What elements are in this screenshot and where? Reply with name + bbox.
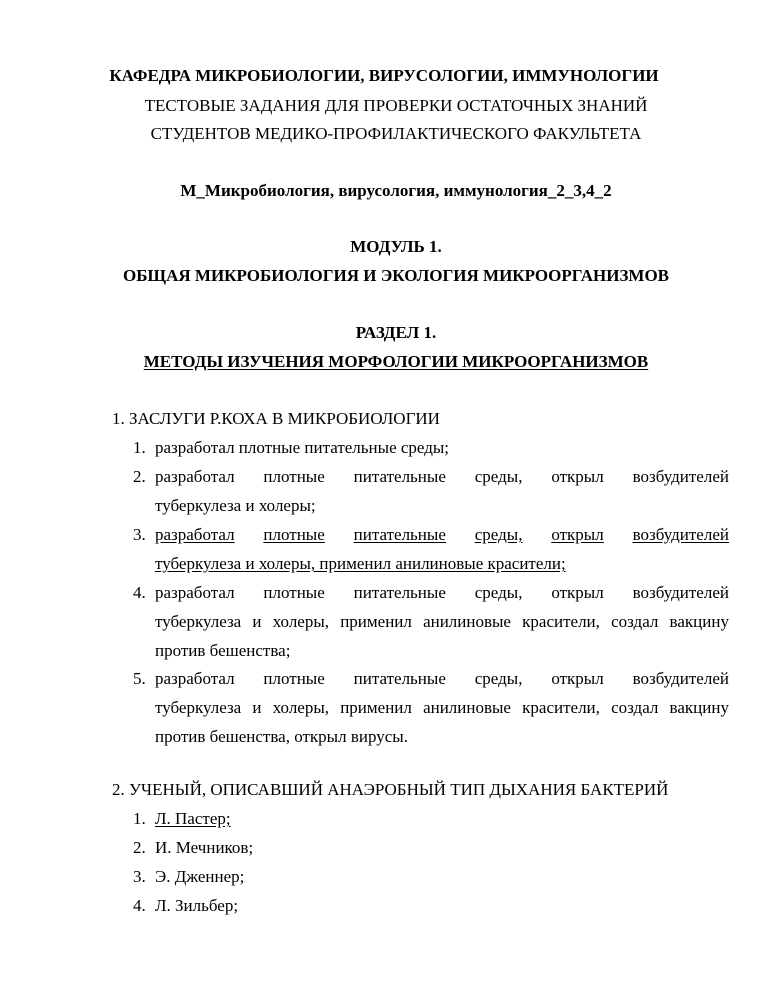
answer-number: 3.	[133, 867, 146, 886]
section-label: РАЗДЕЛ 1.	[355, 323, 437, 342]
department-title: КАФЕДРА МИКРОБИОЛОГИИ, ВИРУСОЛОГИИ, ИММУНОЛОГИИ	[109, 66, 659, 85]
answer-number: 2.	[133, 838, 146, 857]
answer-text-line	[155, 583, 729, 603]
section-title	[12, 352, 768, 372]
answer-word: среды,	[474, 467, 523, 486]
answer-number: 4.	[133, 583, 146, 602]
answer-number: 3.	[133, 525, 146, 544]
question-number: 1.	[112, 409, 125, 428]
answer-text-line: против бешенства, открыл вирусы.	[155, 727, 408, 746]
document-code: М_Микробиология, вирусология, иммунология_2_3,4_2	[180, 181, 612, 200]
answer-text-line: туберкулеза и холеры, применил анилиновые красители;	[155, 554, 566, 573]
answer-number: 4.	[133, 896, 146, 915]
answer-text-line: против бешенства;	[155, 641, 291, 660]
answer-word: разработал	[155, 583, 235, 602]
answer-number: 5.	[133, 669, 146, 688]
answer-word: питательные	[353, 525, 446, 544]
answer-text-line: разработал плотные питательные среды;	[155, 438, 450, 457]
answer-word: и	[252, 698, 262, 717]
answer-word: питательные	[353, 669, 446, 688]
answer-word: плотные	[263, 669, 325, 688]
subtitle-line-1: ТЕСТОВЫЕ ЗАДАНИЯ ДЛЯ ПРОВЕРКИ ОСТАТОЧНЫХ ЗНАНИЙ	[144, 96, 648, 115]
answer-word: разработал	[155, 525, 235, 544]
module-label: МОДУЛЬ 1.	[350, 237, 442, 256]
answer-word: питательные	[353, 467, 446, 486]
answer-word: создал	[611, 698, 659, 717]
answer-text-line: туберкулеза и холеры;	[155, 496, 316, 515]
answer-word: возбудителей	[632, 467, 729, 486]
subtitle-line-2: СТУДЕНТОВ МЕДИКО-ПРОФИЛАКТИЧЕСКОГО ФАКУЛЬТЕТА	[150, 124, 642, 143]
answer-word: туберкулеза	[155, 612, 242, 631]
answer-number: 2.	[133, 467, 146, 486]
answer-text-line	[155, 838, 729, 858]
module-title: ОБЩАЯ МИКРОБИОЛОГИЯ И ЭКОЛОГИЯ МИКРООРГАНИЗМОВ	[122, 266, 670, 285]
answer-number: 1.	[133, 809, 146, 828]
answer-word: холеры,	[272, 612, 330, 631]
answer-word: плотные	[263, 583, 325, 602]
answer-word: возбудителей	[632, 669, 729, 688]
answer-word: применил	[340, 612, 412, 631]
answer-word: открыл	[551, 669, 604, 688]
answer-word: красители,	[522, 612, 600, 631]
question-number: 2.	[112, 780, 125, 799]
answer-word: плотные	[263, 467, 325, 486]
answer-text: И. Мечников;	[155, 838, 254, 857]
question-2	[112, 780, 668, 800]
answer-word: холеры,	[272, 698, 330, 717]
answer-word: применил	[340, 698, 412, 717]
answer-word: среды,	[474, 583, 523, 602]
answer-word: открыл	[551, 525, 604, 544]
answer-word: среды,	[474, 669, 523, 688]
answer-number: 1.	[133, 438, 146, 457]
answer-text-line	[155, 698, 729, 718]
question-text: УЧЕНЫЙ, ОПИСАВШИЙ АНАЭРОБНЫЙ ТИП ДЫХАНИЯ БАКТЕРИЙ	[129, 780, 669, 799]
answer-word: питательные	[353, 583, 446, 602]
answer-word: открыл	[551, 467, 604, 486]
question-1	[112, 409, 440, 429]
answer-word: анилиновые	[423, 698, 511, 717]
answer-text-line	[155, 896, 729, 916]
answer-word: вакцину	[669, 612, 729, 631]
answer-text-line	[155, 669, 729, 689]
answer-text-line	[155, 467, 729, 487]
answer-word: среды,	[474, 525, 523, 544]
answer-word: разработал	[155, 669, 235, 688]
answer-word: и	[252, 612, 262, 631]
answer-text-line	[155, 867, 729, 887]
answer-word: анилиновые	[423, 612, 511, 631]
answer-word: туберкулеза	[155, 698, 242, 717]
answer-text-line	[155, 809, 729, 829]
answer-text-line	[155, 525, 729, 545]
answer-word: открыл	[551, 583, 604, 602]
answer-text-line	[155, 612, 729, 632]
answer-word: красители,	[522, 698, 600, 717]
answer-word: возбудителей	[632, 525, 729, 544]
section-title-text: МЕТОДЫ ИЗУЧЕНИЯ МОРФОЛОГИИ МИКРООРГАНИЗМОВ	[143, 352, 649, 371]
answer-text: Э. Дженнер;	[155, 867, 245, 886]
answer-word: плотные	[263, 525, 325, 544]
answer-word: создал	[611, 612, 659, 631]
question-text: ЗАСЛУГИ Р.КОХА В МИКРОБИОЛОГИИ	[129, 409, 440, 428]
answer-text: Л. Пастер;	[155, 809, 231, 828]
answer-word: разработал	[155, 467, 235, 486]
answer-text: Л. Зильбер;	[155, 896, 239, 915]
answer-word: возбудителей	[632, 583, 729, 602]
answer-word: вакцину	[669, 698, 729, 717]
